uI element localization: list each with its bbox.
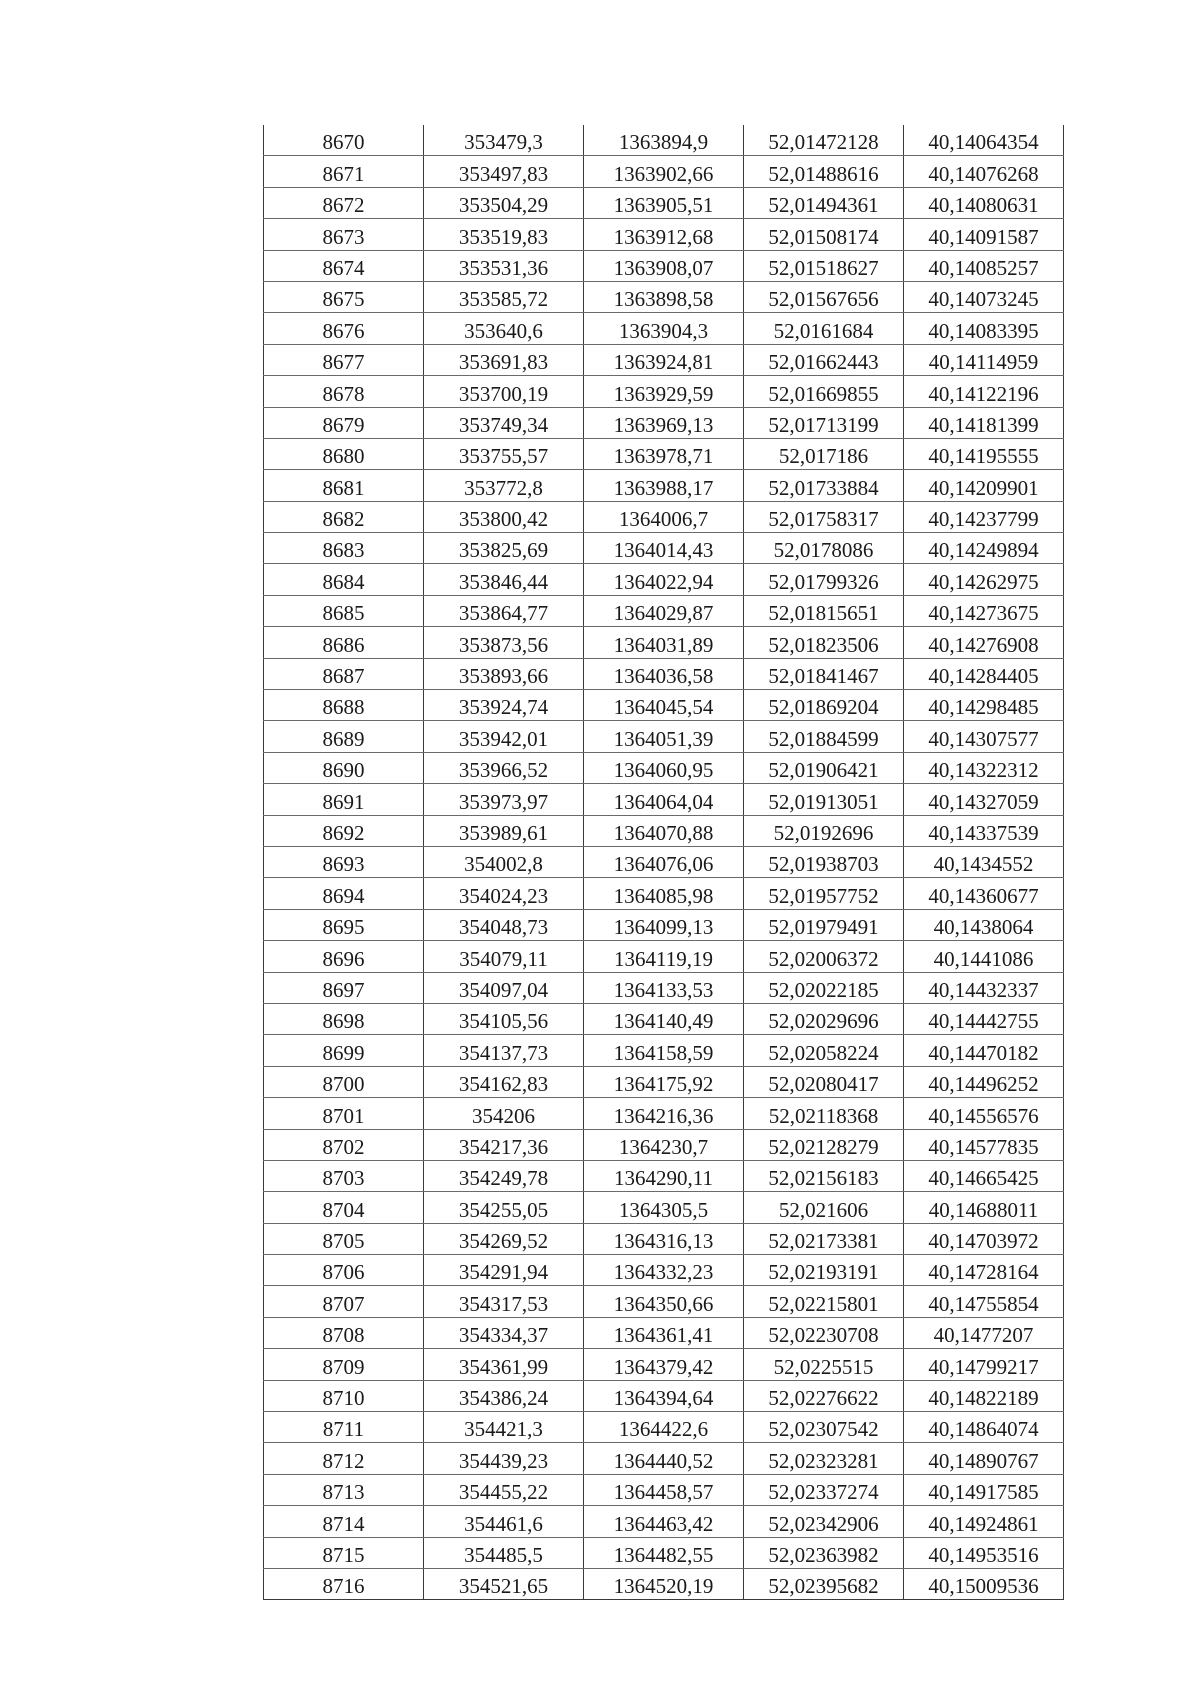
x-coordinate-cell: 353531,36 xyxy=(424,250,584,281)
y-coordinate-cell: 1363924,81 xyxy=(584,344,744,375)
latitude-cell: 52,02022185 xyxy=(744,972,904,1003)
y-coordinate-cell: 1363929,59 xyxy=(584,376,744,407)
x-coordinate-cell: 354317,53 xyxy=(424,1286,584,1317)
point-number-cell: 8692 xyxy=(264,815,424,846)
x-coordinate-cell: 354079,11 xyxy=(424,941,584,972)
y-coordinate-cell: 1363978,71 xyxy=(584,438,744,469)
point-number-cell: 8696 xyxy=(264,941,424,972)
y-coordinate-cell: 1364520,19 xyxy=(584,1568,744,1599)
longitude-cell: 40,14703972 xyxy=(904,1223,1064,1254)
longitude-cell: 40,14273675 xyxy=(904,595,1064,626)
longitude-cell: 40,15009536 xyxy=(904,1568,1064,1599)
longitude-cell: 40,14470182 xyxy=(904,1035,1064,1066)
longitude-cell: 40,14924861 xyxy=(904,1506,1064,1537)
x-coordinate-cell: 354105,56 xyxy=(424,1003,584,1034)
point-number-cell: 8694 xyxy=(264,878,424,909)
point-number-cell: 8697 xyxy=(264,972,424,1003)
table-row xyxy=(264,815,1064,846)
point-number-cell: 8704 xyxy=(264,1192,424,1223)
y-coordinate-cell: 1364332,23 xyxy=(584,1255,744,1286)
longitude-cell: 40,14822189 xyxy=(904,1380,1064,1411)
longitude-cell: 40,14337539 xyxy=(904,815,1064,846)
latitude-cell: 52,02323281 xyxy=(744,1443,904,1474)
point-number-cell: 8703 xyxy=(264,1160,424,1191)
x-coordinate-cell: 354162,83 xyxy=(424,1066,584,1097)
point-number-cell: 8707 xyxy=(264,1286,424,1317)
longitude-cell: 40,14665425 xyxy=(904,1160,1064,1191)
latitude-cell: 52,01494361 xyxy=(744,187,904,218)
x-coordinate-cell: 354206 xyxy=(424,1098,584,1129)
longitude-cell: 40,14917585 xyxy=(904,1474,1064,1505)
longitude-cell: 40,14209901 xyxy=(904,470,1064,501)
y-coordinate-cell: 1364036,58 xyxy=(584,658,744,689)
latitude-cell: 52,02128279 xyxy=(744,1129,904,1160)
longitude-cell: 40,14799217 xyxy=(904,1349,1064,1380)
y-coordinate-cell: 1363912,68 xyxy=(584,219,744,250)
point-number-cell: 8671 xyxy=(264,156,424,187)
y-coordinate-cell: 1364014,43 xyxy=(584,533,744,564)
point-number-cell: 8715 xyxy=(264,1537,424,1568)
latitude-cell: 52,02395682 xyxy=(744,1568,904,1599)
latitude-cell: 52,01518627 xyxy=(744,250,904,281)
y-coordinate-cell: 1364290,11 xyxy=(584,1160,744,1191)
table-row xyxy=(264,407,1064,438)
table-row xyxy=(264,156,1064,187)
table-row xyxy=(264,187,1064,218)
table-row xyxy=(264,281,1064,312)
latitude-cell: 52,02276622 xyxy=(744,1380,904,1411)
table-row xyxy=(264,1412,1064,1443)
y-coordinate-cell: 1364022,94 xyxy=(584,564,744,595)
table-row xyxy=(264,219,1064,250)
y-coordinate-cell: 1364422,6 xyxy=(584,1412,744,1443)
latitude-cell: 52,01472128 xyxy=(744,125,904,156)
latitude-cell: 52,02193191 xyxy=(744,1255,904,1286)
table-row xyxy=(264,1192,1064,1223)
longitude-cell: 40,1441086 xyxy=(904,941,1064,972)
table-row xyxy=(264,438,1064,469)
latitude-cell: 52,02363982 xyxy=(744,1537,904,1568)
point-number-cell: 8690 xyxy=(264,752,424,783)
y-coordinate-cell: 1364230,7 xyxy=(584,1129,744,1160)
point-number-cell: 8712 xyxy=(264,1443,424,1474)
longitude-cell: 40,14083395 xyxy=(904,313,1064,344)
x-coordinate-cell: 354217,36 xyxy=(424,1129,584,1160)
table-row xyxy=(264,1474,1064,1505)
point-number-cell: 8681 xyxy=(264,470,424,501)
y-coordinate-cell: 1364140,49 xyxy=(584,1003,744,1034)
x-coordinate-cell: 353585,72 xyxy=(424,281,584,312)
point-number-cell: 8708 xyxy=(264,1317,424,1348)
y-coordinate-cell: 1364394,64 xyxy=(584,1380,744,1411)
table-row xyxy=(264,1380,1064,1411)
point-number-cell: 8693 xyxy=(264,846,424,877)
x-coordinate-cell: 354269,52 xyxy=(424,1223,584,1254)
point-number-cell: 8709 xyxy=(264,1349,424,1380)
table-row xyxy=(264,1003,1064,1034)
latitude-cell: 52,01815651 xyxy=(744,595,904,626)
latitude-cell: 52,02307542 xyxy=(744,1412,904,1443)
y-coordinate-cell: 1364350,66 xyxy=(584,1286,744,1317)
table-row xyxy=(264,564,1064,595)
longitude-cell: 40,1477207 xyxy=(904,1317,1064,1348)
coordinates-table-body xyxy=(264,125,1064,1600)
point-number-cell: 8672 xyxy=(264,187,424,218)
x-coordinate-cell: 354048,73 xyxy=(424,909,584,940)
latitude-cell: 52,02156183 xyxy=(744,1160,904,1191)
x-coordinate-cell: 353942,01 xyxy=(424,721,584,752)
y-coordinate-cell: 1364440,52 xyxy=(584,1443,744,1474)
longitude-cell: 40,14195555 xyxy=(904,438,1064,469)
latitude-cell: 52,01733884 xyxy=(744,470,904,501)
x-coordinate-cell: 354455,22 xyxy=(424,1474,584,1505)
point-number-cell: 8700 xyxy=(264,1066,424,1097)
longitude-cell: 40,14496252 xyxy=(904,1066,1064,1097)
x-coordinate-cell: 354249,78 xyxy=(424,1160,584,1191)
table-row xyxy=(264,972,1064,1003)
y-coordinate-cell: 1363988,17 xyxy=(584,470,744,501)
point-number-cell: 8684 xyxy=(264,564,424,595)
point-number-cell: 8673 xyxy=(264,219,424,250)
y-coordinate-cell: 1364463,42 xyxy=(584,1506,744,1537)
x-coordinate-cell: 354002,8 xyxy=(424,846,584,877)
point-number-cell: 8682 xyxy=(264,501,424,532)
point-number-cell: 8699 xyxy=(264,1035,424,1066)
latitude-cell: 52,01913051 xyxy=(744,784,904,815)
y-coordinate-cell: 1364305,5 xyxy=(584,1192,744,1223)
table-row xyxy=(264,1506,1064,1537)
latitude-cell: 52,02058224 xyxy=(744,1035,904,1066)
point-number-cell: 8706 xyxy=(264,1255,424,1286)
latitude-cell: 52,02342906 xyxy=(744,1506,904,1537)
table-row xyxy=(264,1286,1064,1317)
x-coordinate-cell: 353504,29 xyxy=(424,187,584,218)
latitude-cell: 52,0178086 xyxy=(744,533,904,564)
latitude-cell: 52,01979491 xyxy=(744,909,904,940)
table-row xyxy=(264,470,1064,501)
y-coordinate-cell: 1364482,55 xyxy=(584,1537,744,1568)
point-number-cell: 8689 xyxy=(264,721,424,752)
longitude-cell: 40,14181399 xyxy=(904,407,1064,438)
longitude-cell: 40,14122196 xyxy=(904,376,1064,407)
longitude-cell: 40,14298485 xyxy=(904,690,1064,721)
table-row xyxy=(264,125,1064,156)
x-coordinate-cell: 354024,23 xyxy=(424,878,584,909)
x-coordinate-cell: 353864,77 xyxy=(424,595,584,626)
latitude-cell: 52,01957752 xyxy=(744,878,904,909)
y-coordinate-cell: 1364085,98 xyxy=(584,878,744,909)
table-row xyxy=(264,344,1064,375)
table-row xyxy=(264,878,1064,909)
point-number-cell: 8714 xyxy=(264,1506,424,1537)
latitude-cell: 52,01567656 xyxy=(744,281,904,312)
table-row xyxy=(264,533,1064,564)
table-row xyxy=(264,627,1064,658)
latitude-cell: 52,01488616 xyxy=(744,156,904,187)
longitude-cell: 40,14442755 xyxy=(904,1003,1064,1034)
x-coordinate-cell: 353772,8 xyxy=(424,470,584,501)
longitude-cell: 40,14080631 xyxy=(904,187,1064,218)
table-row xyxy=(264,941,1064,972)
table-row xyxy=(264,784,1064,815)
y-coordinate-cell: 1364076,06 xyxy=(584,846,744,877)
latitude-cell: 52,0192696 xyxy=(744,815,904,846)
x-coordinate-cell: 353989,61 xyxy=(424,815,584,846)
y-coordinate-cell: 1364060,95 xyxy=(584,752,744,783)
point-number-cell: 8685 xyxy=(264,595,424,626)
point-number-cell: 8677 xyxy=(264,344,424,375)
x-coordinate-cell: 354334,37 xyxy=(424,1317,584,1348)
y-coordinate-cell: 1364361,41 xyxy=(584,1317,744,1348)
point-number-cell: 8680 xyxy=(264,438,424,469)
y-coordinate-cell: 1364064,04 xyxy=(584,784,744,815)
longitude-cell: 40,14085257 xyxy=(904,250,1064,281)
y-coordinate-cell: 1364175,92 xyxy=(584,1066,744,1097)
latitude-cell: 52,0161684 xyxy=(744,313,904,344)
point-number-cell: 8691 xyxy=(264,784,424,815)
longitude-cell: 40,14076268 xyxy=(904,156,1064,187)
table-row xyxy=(264,1317,1064,1348)
y-coordinate-cell: 1364045,54 xyxy=(584,690,744,721)
latitude-cell: 52,01884599 xyxy=(744,721,904,752)
longitude-cell: 40,14091587 xyxy=(904,219,1064,250)
x-coordinate-cell: 353893,66 xyxy=(424,658,584,689)
longitude-cell: 40,14322312 xyxy=(904,752,1064,783)
y-coordinate-cell: 1363902,66 xyxy=(584,156,744,187)
y-coordinate-cell: 1364006,7 xyxy=(584,501,744,532)
x-coordinate-cell: 353973,97 xyxy=(424,784,584,815)
y-coordinate-cell: 1364158,59 xyxy=(584,1035,744,1066)
y-coordinate-cell: 1364458,57 xyxy=(584,1474,744,1505)
latitude-cell: 52,01938703 xyxy=(744,846,904,877)
x-coordinate-cell: 354421,3 xyxy=(424,1412,584,1443)
point-number-cell: 8678 xyxy=(264,376,424,407)
longitude-cell: 40,14890767 xyxy=(904,1443,1064,1474)
y-coordinate-cell: 1364051,39 xyxy=(584,721,744,752)
table-row xyxy=(264,1223,1064,1254)
latitude-cell: 52,01841467 xyxy=(744,658,904,689)
x-coordinate-cell: 354485,5 xyxy=(424,1537,584,1568)
latitude-cell: 52,0225515 xyxy=(744,1349,904,1380)
point-number-cell: 8705 xyxy=(264,1223,424,1254)
y-coordinate-cell: 1364133,53 xyxy=(584,972,744,1003)
table-row xyxy=(264,1568,1064,1599)
longitude-cell: 40,14432337 xyxy=(904,972,1064,1003)
table-row xyxy=(264,1537,1064,1568)
table-row xyxy=(264,658,1064,689)
x-coordinate-cell: 353700,19 xyxy=(424,376,584,407)
longitude-cell: 40,14064354 xyxy=(904,125,1064,156)
latitude-cell: 52,02118368 xyxy=(744,1098,904,1129)
latitude-cell: 52,01869204 xyxy=(744,690,904,721)
y-coordinate-cell: 1363904,3 xyxy=(584,313,744,344)
point-number-cell: 8711 xyxy=(264,1412,424,1443)
point-number-cell: 8688 xyxy=(264,690,424,721)
x-coordinate-cell: 353800,42 xyxy=(424,501,584,532)
longitude-cell: 40,14755854 xyxy=(904,1286,1064,1317)
latitude-cell: 52,01799326 xyxy=(744,564,904,595)
longitude-cell: 40,14728164 xyxy=(904,1255,1064,1286)
x-coordinate-cell: 353755,57 xyxy=(424,438,584,469)
latitude-cell: 52,01662443 xyxy=(744,344,904,375)
longitude-cell: 40,14953516 xyxy=(904,1537,1064,1568)
point-number-cell: 8674 xyxy=(264,250,424,281)
latitude-cell: 52,01669855 xyxy=(744,376,904,407)
longitude-cell: 40,1438064 xyxy=(904,909,1064,940)
y-coordinate-cell: 1364379,42 xyxy=(584,1349,744,1380)
latitude-cell: 52,02080417 xyxy=(744,1066,904,1097)
point-number-cell: 8670 xyxy=(264,125,424,156)
x-coordinate-cell: 354361,99 xyxy=(424,1349,584,1380)
y-coordinate-cell: 1364070,88 xyxy=(584,815,744,846)
latitude-cell: 52,01823506 xyxy=(744,627,904,658)
y-coordinate-cell: 1364031,89 xyxy=(584,627,744,658)
latitude-cell: 52,01758317 xyxy=(744,501,904,532)
x-coordinate-cell: 354521,65 xyxy=(424,1568,584,1599)
x-coordinate-cell: 353640,6 xyxy=(424,313,584,344)
x-coordinate-cell: 353846,44 xyxy=(424,564,584,595)
longitude-cell: 40,14327059 xyxy=(904,784,1064,815)
x-coordinate-cell: 354137,73 xyxy=(424,1035,584,1066)
y-coordinate-cell: 1363898,58 xyxy=(584,281,744,312)
longitude-cell: 40,14577835 xyxy=(904,1129,1064,1160)
y-coordinate-cell: 1364029,87 xyxy=(584,595,744,626)
table-row xyxy=(264,721,1064,752)
point-number-cell: 8716 xyxy=(264,1568,424,1599)
latitude-cell: 52,02215801 xyxy=(744,1286,904,1317)
table-row xyxy=(264,1255,1064,1286)
x-coordinate-cell: 353749,34 xyxy=(424,407,584,438)
table-row xyxy=(264,1129,1064,1160)
longitude-cell: 40,1434552 xyxy=(904,846,1064,877)
point-number-cell: 8676 xyxy=(264,313,424,344)
longitude-cell: 40,14249894 xyxy=(904,533,1064,564)
point-number-cell: 8695 xyxy=(264,909,424,940)
longitude-cell: 40,14556576 xyxy=(904,1098,1064,1129)
table-row xyxy=(264,313,1064,344)
latitude-cell: 52,01713199 xyxy=(744,407,904,438)
longitude-cell: 40,14073245 xyxy=(904,281,1064,312)
x-coordinate-cell: 354439,23 xyxy=(424,1443,584,1474)
table-row xyxy=(264,595,1064,626)
point-number-cell: 8698 xyxy=(264,1003,424,1034)
latitude-cell: 52,02337274 xyxy=(744,1474,904,1505)
table-row xyxy=(264,690,1064,721)
latitude-cell: 52,01906421 xyxy=(744,752,904,783)
x-coordinate-cell: 353519,83 xyxy=(424,219,584,250)
point-number-cell: 8686 xyxy=(264,627,424,658)
x-coordinate-cell: 353966,52 xyxy=(424,752,584,783)
latitude-cell: 52,021606 xyxy=(744,1192,904,1223)
table-row xyxy=(264,1349,1064,1380)
y-coordinate-cell: 1364119,19 xyxy=(584,941,744,972)
longitude-cell: 40,14688011 xyxy=(904,1192,1064,1223)
table-row xyxy=(264,909,1064,940)
y-coordinate-cell: 1363969,13 xyxy=(584,407,744,438)
longitude-cell: 40,14360677 xyxy=(904,878,1064,909)
x-coordinate-cell: 353825,69 xyxy=(424,533,584,564)
latitude-cell: 52,017186 xyxy=(744,438,904,469)
longitude-cell: 40,14262975 xyxy=(904,564,1064,595)
table-row xyxy=(264,1066,1064,1097)
table-row xyxy=(264,1160,1064,1191)
latitude-cell: 52,02029696 xyxy=(744,1003,904,1034)
table-row xyxy=(264,1035,1064,1066)
point-number-cell: 8687 xyxy=(264,658,424,689)
point-number-cell: 8701 xyxy=(264,1098,424,1129)
latitude-cell: 52,01508174 xyxy=(744,219,904,250)
x-coordinate-cell: 354461,6 xyxy=(424,1506,584,1537)
table-row xyxy=(264,1098,1064,1129)
table-row xyxy=(264,250,1064,281)
table-row xyxy=(264,1443,1064,1474)
point-number-cell: 8679 xyxy=(264,407,424,438)
table-row xyxy=(264,376,1064,407)
x-coordinate-cell: 354097,04 xyxy=(424,972,584,1003)
y-coordinate-cell: 1364099,13 xyxy=(584,909,744,940)
table-row xyxy=(264,846,1064,877)
longitude-cell: 40,14864074 xyxy=(904,1412,1064,1443)
latitude-cell: 52,02230708 xyxy=(744,1317,904,1348)
longitude-cell: 40,14276908 xyxy=(904,627,1064,658)
y-coordinate-cell: 1363894,9 xyxy=(584,125,744,156)
x-coordinate-cell: 354291,94 xyxy=(424,1255,584,1286)
x-coordinate-cell: 353497,83 xyxy=(424,156,584,187)
point-number-cell: 8710 xyxy=(264,1380,424,1411)
point-number-cell: 8683 xyxy=(264,533,424,564)
point-number-cell: 8713 xyxy=(264,1474,424,1505)
x-coordinate-cell: 353924,74 xyxy=(424,690,584,721)
y-coordinate-cell: 1363905,51 xyxy=(584,187,744,218)
x-coordinate-cell: 354255,05 xyxy=(424,1192,584,1223)
longitude-cell: 40,14237799 xyxy=(904,501,1064,532)
point-number-cell: 8702 xyxy=(264,1129,424,1160)
coordinates-table xyxy=(263,125,1064,1600)
y-coordinate-cell: 1364216,36 xyxy=(584,1098,744,1129)
y-coordinate-cell: 1363908,07 xyxy=(584,250,744,281)
x-coordinate-cell: 354386,24 xyxy=(424,1380,584,1411)
longitude-cell: 40,14284405 xyxy=(904,658,1064,689)
table-row xyxy=(264,752,1064,783)
x-coordinate-cell: 353479,3 xyxy=(424,125,584,156)
x-coordinate-cell: 353691,83 xyxy=(424,344,584,375)
x-coordinate-cell: 353873,56 xyxy=(424,627,584,658)
point-number-cell: 8675 xyxy=(264,281,424,312)
table-row xyxy=(264,501,1064,532)
latitude-cell: 52,02173381 xyxy=(744,1223,904,1254)
longitude-cell: 40,14307577 xyxy=(904,721,1064,752)
latitude-cell: 52,02006372 xyxy=(744,941,904,972)
y-coordinate-cell: 1364316,13 xyxy=(584,1223,744,1254)
longitude-cell: 40,14114959 xyxy=(904,344,1064,375)
